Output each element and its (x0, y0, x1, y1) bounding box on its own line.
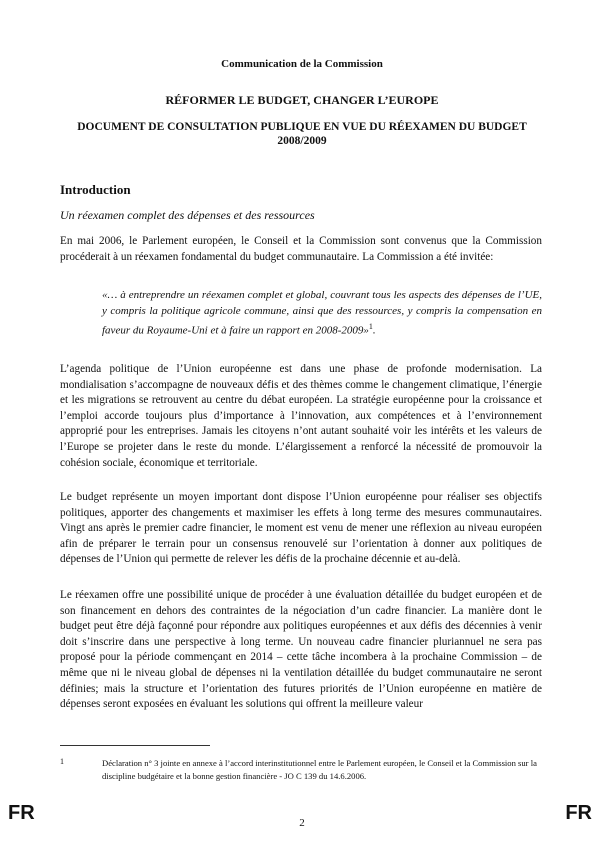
quote-text: «… à entreprendre un réexamen complet et global, couvrant tous les aspects des dépenses de l’UE, y compris la politique agricole commune, ainsi que des ressources, y compris la compensation en faveur du Royaume-Uni et à faire un rapport en 2008-2009» (102, 289, 542, 337)
paragraph-2: L’agenda politique de l’Union européenne est dans une phase de profonde modernisation. La mondialisation s’accompagne de nouveaux défis et des thèmes comme le changement climatique, l’énergie et les migrations se retrouvent au centre du débat européen. La stratégie européenne pour la croissance et l’emploi accorde toujours plus d’importance à l’innovation, aux compétences et à l’environnement approprié pour les entreprises. Jamais les citoyens n’ont autant souhaité voir les intérêts et les valeurs de l’Europe se projeter dans le reste du monde. L’élargissement a renforcé la nécessité de promouvoir la cohésion sociale, économique et territoriale. (60, 363, 542, 469)
language-code-left: FR (8, 802, 35, 824)
footnote-text: Déclaration n° 3 jointe en annexe à l’accord interinstitutionnel entre le Parlement européen, le Conseil et la Commission sur la discipline budgétaire et la bonne gestion financière - JO C 139 du 14.6.2006. (102, 758, 537, 781)
page-number: 2 (299, 817, 305, 829)
paragraph-1: En mai 2006, le Parlement européen, le Conseil et la Commission sont convenus que la Commission procéderait à un réexamen fondamental du budget communautaire. La Commission a été invitée: (60, 235, 542, 263)
paragraph-4: Le réexamen offre une possibilité unique de procéder à une évaluation détaillée du budget européen et de son financement en dehors des contraintes de la négociation d’un cadre financier. La manière dont le budget peut être déjà façonné pour répondre aux politiques européennes et aux défis des décennies à venir doit s’inscrire dans une perspective à long terme. Un nouveau cadre financier pluriannuel ne sera pas proposé pour la période commençant en 2014 – cette tâche incombera à la prochaine Commission – de même que ni le niveau global de dépenses ni la ventilation détaillée du budget communautaire ne seront définies; mais la structure et l’orientation des futures priorités de l’Union européenne en matière de dépenses seront exposées en évaluant les solutions qui offrent la meilleure valeur (60, 589, 542, 711)
subsection-heading: Un réexamen complet des dépenses et des ressources (60, 208, 315, 222)
communication-label: Communication de la Commission (221, 58, 383, 70)
quote-block: «… à entreprendre un réexamen complet et global, couvrant tous les aspects des dépenses de l’UE, y compris la politique agricole commune, ainsi que des ressources, y compris la compensation en faveur du Royaume-Uni et à faire un rapport en 2008-2009»$^1$. (102, 289, 542, 337)
language-code-right: FR (565, 802, 592, 824)
footnote-divider (60, 745, 210, 746)
document-subtitle: DOCUMENT DE CONSULTATION PUBLIQUE EN VUE DU RÉEXAMEN DU BUDGET 2008/2009 (77, 121, 527, 147)
footnote-reference[interactable]: 1 (368, 322, 373, 332)
footnote-number: 1 (60, 757, 64, 766)
section-heading: Introduction (60, 182, 131, 197)
document-title: RÉFORMER LE BUDGET, CHANGER L’EUROPE (165, 93, 439, 107)
paragraph-3: Le budget représente un moyen important dont dispose l’Union européenne pour réaliser ses objectifs politiques, apporter des changements et maximiser les effets à long terme des mesures communautaires. Vingt ans après le premier cadre financier, le moment est venu de mener une réflexion au niveau européen afin de préparer le terrain pour un consensus renouvelé sur l’orientation à donner aux politiques de dépenses de l’Union qui permette de relever les défis de la prochaine décennie et au-delà. (60, 491, 542, 566)
